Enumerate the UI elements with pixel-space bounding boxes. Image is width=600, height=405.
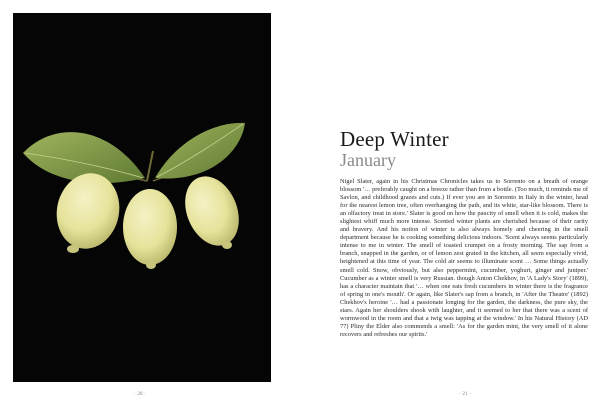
lemon-middle (123, 189, 177, 265)
lemons-illustration (13, 13, 271, 382)
right-leaf (155, 123, 245, 179)
page-number-right: · 21 · (459, 392, 472, 397)
body-paragraph: Nigel Slater, again in his Christmas Chronicles takes us to Sorrento on a breath of orange blossom '… preferably caught on a breeze rather than from a bottle. (Too much, it reminds me of Savlon, and childhood grazes and cuts.) If ever you are in Sorrento in Italy in the winter, head for the nearest lemon tree, often overhanging the path, and its white, star-like blossom. There is an olfactory treat in store.' Slater is good on how the paucity of smell when it is cold, makes the slightest whiff much more intense. Scented winter plants are cherished because of their rarity and bravery. And his notion of winter is also always homely and cheering in the smell department because he is cooking something delicious indoors. 'Scent always seems particularly intense to me in winter. The smell of toasted crumpet on a frosty morning. The sap from a branch, snapped in the garden, or of lemon zest grated in the kitchen, all seem especially vivid, heightened at this time of year. The cold air seems to illuminate scent … Some things actually smell cold. Snow, obviously, but also peppermint, cucumber, yoghurt, ginger and juniper.' Cucumber as a winter smell is very Russian. though Anton Chekhov, in 'A Lady's Story' (1899), has a character maintain that '… when one eats fresh cucumbers in winter there is the fragrance of spring in one's mouth'. Or again, like Slater's sap from a branch, in 'After the Theatre' (1892) Chekhov's heroine '… had a passionate longing for the garden, the darkness, the pure sky, the stars. Again her shoulders shook with laughter, and it seemed to her that there was a scent of wormwood in the room and that a twig was tapping at the window.' In his Natural History (AD 77) Pliny the Elder also commends a smell: 'As for the garden mint, the very smell of it alone recovers and refreshes our spirits.' (340, 178, 588, 338)
page-number-left: · 20 · (134, 392, 147, 397)
stem (147, 151, 153, 181)
lemon-tip (67, 245, 79, 253)
text-column (340, 128, 588, 339)
lemon-tip (222, 241, 232, 249)
lemon-right (175, 168, 248, 253)
page-subtitle: January (340, 150, 396, 170)
lemon-tip (146, 261, 156, 269)
page-title: Deep Winter (340, 127, 449, 151)
lemon-photograph (13, 13, 271, 382)
